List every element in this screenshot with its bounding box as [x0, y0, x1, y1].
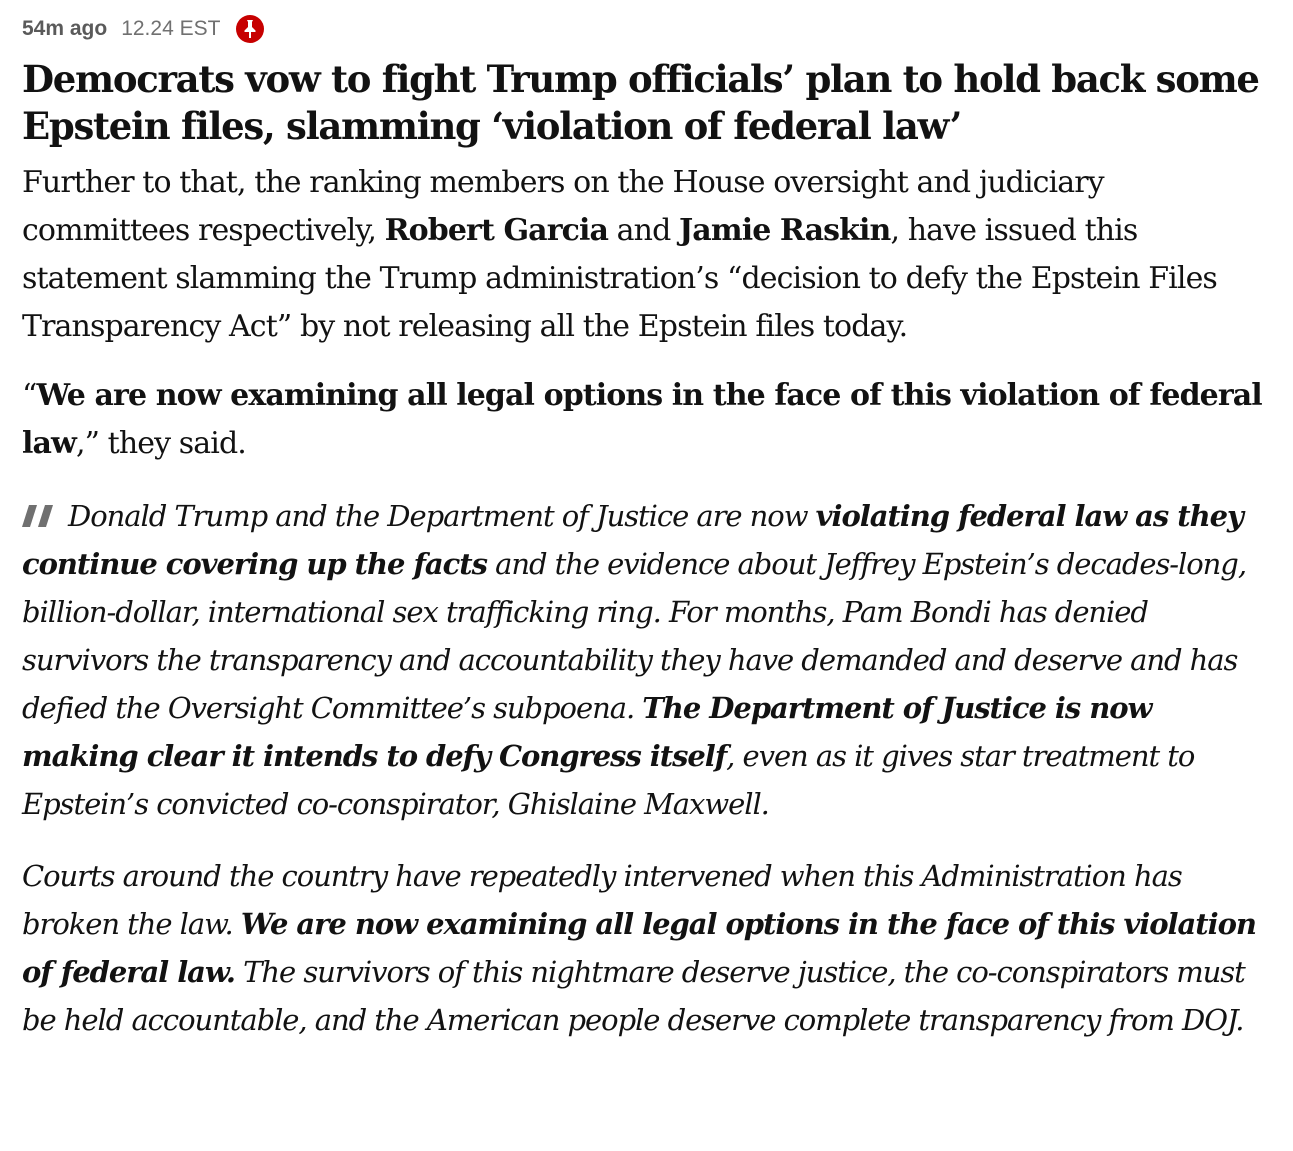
quote-text: Courts around the country have repeatedly intervened when this Administration has broken the law. — [22, 859, 1182, 941]
pin-icon — [236, 15, 264, 43]
quote-bold: violating federal law as they continue covering up the facts — [22, 499, 1243, 581]
quote-bold: The Department of Justice is now making clear it intends to defy Congress itself — [22, 691, 1152, 773]
blockquote-paragraph — [22, 852, 1272, 1044]
blockquote-paragraph — [22, 492, 1272, 828]
entry-headline: Democrats vow to fight Trump officials’ plan to hold back some Epstein files, slamming ‘violation of federal law’ — [22, 57, 1259, 148]
timestamp: 12.24 EST — [121, 17, 221, 40]
quote-text: , even as it gives star treatment to Epstein’s convicted co-conspirator, Ghislaine Maxwell. — [22, 739, 1195, 821]
bold-quote: We are now examining all legal options in the face of this violation of federal law — [22, 378, 1262, 461]
paragraph-text: , have issued this statement slamming the Trump administration’s “decision to defy the Epstein Files Transparency Act” by not releasing all the Epstein files today. — [22, 213, 1217, 344]
name-jamie-raskin: Jamie Raskin — [679, 213, 891, 248]
quote-mark-icon — [22, 492, 60, 540]
paragraph-text: ,” they said. — [75, 426, 246, 461]
body-paragraph — [22, 159, 1272, 351]
paragraph-text: Further to that, the ranking members on the House oversight and judiciary committees respectively, — [22, 165, 1104, 248]
paragraph-text: and — [608, 213, 680, 248]
blockquote — [22, 492, 1272, 1044]
body-paragraph-quote — [22, 372, 1272, 468]
name-robert-garcia: Robert Garcia — [384, 213, 609, 248]
quote-text: and the evidence about Jeffrey Epstein’s decades-long, billion-dollar, international sex trafficking ring. For months, Pam Bondi has denied survivors the transparency and accountability they have demanded and deserve and has defied the Oversight Committee’s subpoena. — [22, 547, 1246, 725]
liveblog-entry — [22, 12, 1272, 1044]
quote-bold: We are now examining all legal options in the face of this violation of federal law. — [22, 907, 1256, 989]
quote-text: Donald Trump and the Department of Justice are now — [68, 499, 816, 533]
entry-meta — [22, 12, 1272, 46]
quote-text: The survivors of this nightmare deserve justice, the co-conspirators must be held accountable, and the American people deserve complete transparency from DOJ. — [22, 955, 1245, 1037]
paragraph-text: “ — [22, 378, 37, 413]
relative-time[interactable]: 54m ago — [22, 17, 108, 40]
